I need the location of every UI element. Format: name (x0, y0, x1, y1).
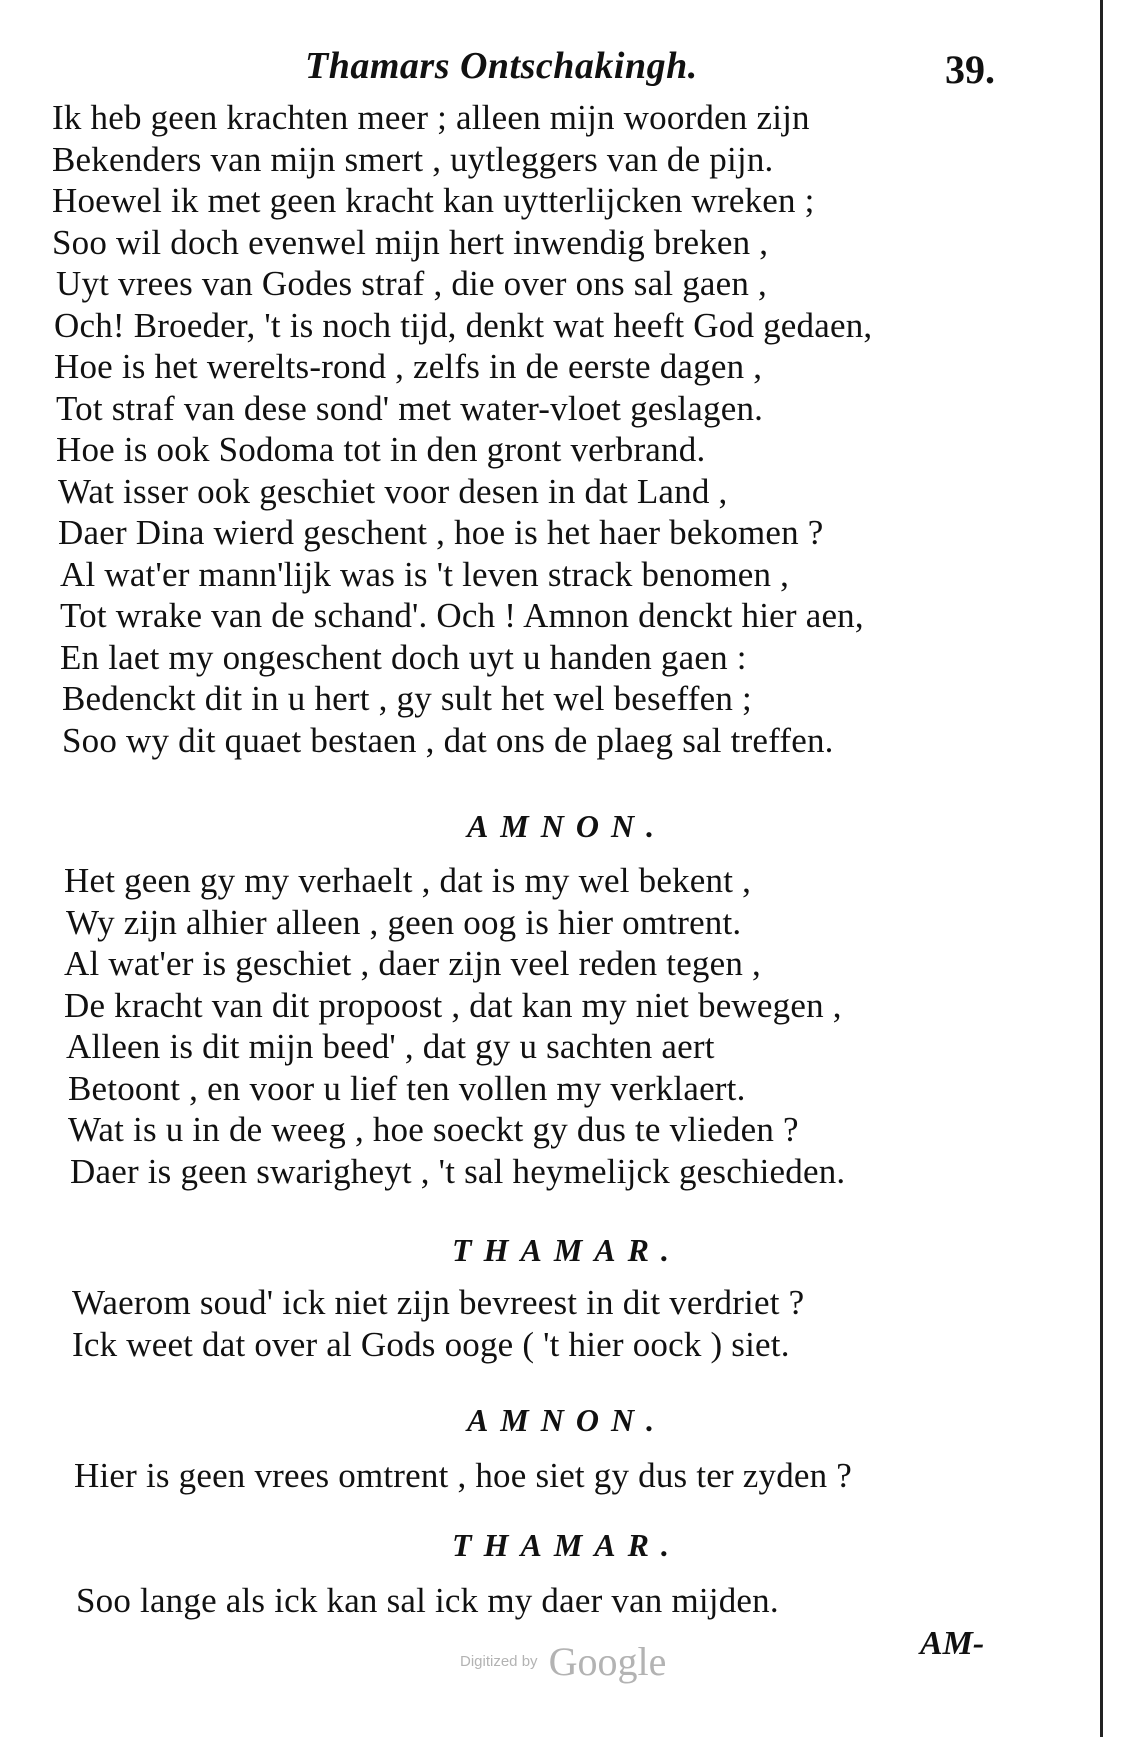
verse-line: Hoewel ik met geen kracht kan uytterlijcken wreken ; (52, 181, 815, 220)
verse-line: Hoe is het werelts-rond , zelfs in de eerste dagen , (54, 347, 763, 386)
verse-line: Daer is geen swarigheyt , 't sal heymelijck geschieden. (70, 1151, 846, 1191)
verse-line: Hoe is ook Sodoma tot in den gront verbrand. (56, 430, 706, 469)
speaker-heading-thamar: THAMAR. (452, 1527, 681, 1563)
verse-line: Hier is geen vrees omtrent , hoe siet gy dus ter zyden ? (74, 1456, 853, 1495)
verse-line: Uyt vrees van Godes straf , die over ons sal gaen , (56, 264, 767, 303)
verse-line: Wat is u in de weeg , hoe soeckt gy dus te vlieden ? (68, 1110, 799, 1149)
verse-line: Ick weet dat over al Gods ooge ( 't hier oock ) siet. (72, 1324, 790, 1364)
verse-line: Bekenders van mijn smert , uytleggers van de pijn. (52, 139, 774, 179)
page-number: 39. (945, 47, 995, 92)
verse-line: Bedenckt dit in u hert , gy sult het wel beseffen ; (62, 679, 752, 718)
verse-line: Het geen gy my verhaelt , dat is my wel bekent , (64, 861, 752, 900)
speaker-heading-amnon: AMNON. (466, 808, 667, 844)
speech-thamar (0, 1580, 1133, 1622)
verse-line: Tot straf van dese sond' met water-vloet geslagen. (56, 388, 764, 428)
verse-line: Alleen is dit mijn beed' , dat gy u sachten aert (66, 1027, 715, 1066)
speaker-heading-amnon: AMNON. (466, 1402, 667, 1438)
speaker-heading-thamar: THAMAR. (452, 1232, 681, 1268)
verse-line: Betoont , en voor u lief ten vollen my verklaert. (68, 1068, 746, 1108)
verse-line: Daer Dina wierd geschent , hoe is het haer bekomen ? (58, 513, 824, 552)
catchword: AM- (920, 1625, 985, 1662)
digitization-watermark (460, 1638, 666, 1685)
speech-thamar-continued (0, 97, 1133, 761)
google-logo: Google (548, 1639, 667, 1684)
verse-line: Al wat'er mann'lijk was is 't leven strack benomen , (60, 554, 790, 594)
speech-amnon (0, 1455, 1133, 1497)
speech-thamar (0, 1282, 1133, 1365)
verse-line: Waerom soud' ick niet zijn bevreest in dit verdriet ? (72, 1283, 805, 1322)
verse-line: Soo lange als ick kan sal ick my daer van mijden. (76, 1581, 779, 1620)
verse-line: En laet my ongeschent doch uyt u handen gaen : (60, 637, 747, 677)
watermark-prefix: Digitized by (460, 1653, 538, 1670)
verse-line: Wy zijn alhier alleen , geen oog is hier omtrent. (66, 902, 742, 942)
verse-line: Soo wy dit quaet bestaen , dat ons de plaeg sal treffen. (62, 720, 834, 760)
verse-line: Ik heb geen krachten meer ; alleen mijn woorden zijn (52, 98, 810, 137)
verse-line: Soo wil doch evenwel mijn hert inwendig breken , (52, 222, 769, 262)
verse-line: Och! Broeder, 't is noch tijd, denkt wat heeft God gedaen, (54, 305, 873, 345)
speech-amnon (0, 860, 1133, 1192)
verse-line: De kracht van dit propoost , dat kan my niet bewegen , (64, 985, 842, 1025)
page-header (0, 38, 1133, 98)
verse-line: Tot wrake van de schand'. Och ! Amnon denckt hier aen, (60, 596, 864, 635)
verse-line: Al wat'er is geschiet , daer zijn veel reden tegen , (64, 944, 761, 983)
verse-line: Wat isser ook geschiet voor desen in dat Land , (58, 471, 728, 511)
running-title: Thamars Ontschakingh. (305, 45, 698, 87)
